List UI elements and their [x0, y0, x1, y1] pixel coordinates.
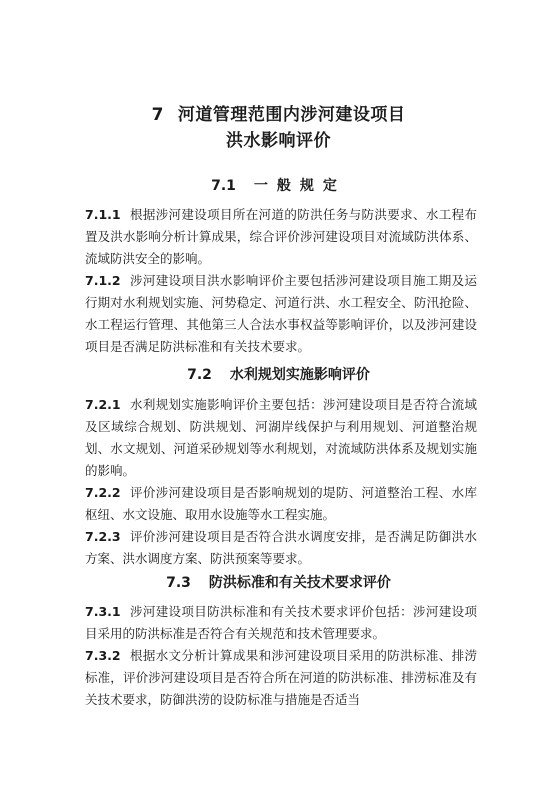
clause-text: 评价涉河建设项目是否符合洪水调度安排，是否满足防御洪水方案、洪水调度方案、防洪预案等要求。 — [85, 529, 477, 566]
section-heading: 水利规划实施影响评价 — [229, 367, 370, 383]
clause-text: 评价涉河建设项目是否影响规划的堤防、河道整治工程、水库枢纽、水文设施、取用水设施等水工程实施。 — [85, 485, 477, 522]
clause-7-2-3 — [85, 526, 477, 570]
chapter-title-line2-row — [0, 129, 557, 153]
section-number: 7.3 — [166, 575, 191, 591]
clause-7-3-1 — [85, 601, 477, 645]
clause-7-2-1 — [85, 394, 477, 482]
section-heading: 一般规定 — [253, 178, 346, 194]
clause-7-1-1 — [85, 204, 477, 270]
clause-7-3-2 — [85, 645, 477, 711]
chapter-title-line2: 洪水影响评价 — [226, 131, 331, 151]
chapter-title-line1: 河道管理范围内涉河建设项目 — [177, 105, 406, 125]
clause-number: 7.3.2 — [85, 648, 121, 663]
section-title-7-3 — [0, 573, 557, 593]
clause-7-1-2 — [85, 270, 477, 358]
clause-7-2-2 — [85, 482, 477, 526]
clause-text: 根据涉河建设项目所在河道的防洪任务与防洪要求、水工程布置及洪水影响分析计算成果，综合评价涉河建设项目对流域防洪体系、流域防洪安全的影响。 — [85, 207, 477, 266]
section-heading: 防洪标准和有关技术要求评价 — [208, 575, 391, 591]
section-title-7-2 — [0, 365, 557, 385]
clause-text: 涉河建设项目洪水影响评价主要包括涉河建设项目施工期及运行期对水利规划实施、河势稳定、河道行洪、水工程安全、防汛抢险、水工程运行管理、其他第三人合法水事权益等影响评价，以及涉河建设项目是否满足防洪标准和有关技术要求。 — [85, 273, 477, 354]
section-number: 7.2 — [187, 367, 212, 383]
chapter-number: 7 — [151, 105, 164, 125]
section-number: 7.1 — [211, 178, 236, 194]
clause-number: 7.1.1 — [85, 207, 121, 222]
clause-number: 7.1.2 — [85, 273, 121, 288]
chapter-title — [0, 103, 557, 127]
clause-text: 水利规划实施影响评价主要包括：涉河建设项目是否符合流域及区域综合规划、防洪规划、河湖岸线保护与利用规划、河道整治规划、水文规划、河道采砂规划等水利规划，对流域防洪体系及规划实施的影响。 — [85, 397, 477, 478]
clause-text: 根据水文分析计算成果和涉河建设项目采用的防洪标准、排涝标准，评价涉河建设项目是否符合所在河道的防洪标准、排涝标准及有关技术要求，防御洪涝的设防标准与措施是否适当 — [85, 648, 477, 707]
clause-number: 7.2.3 — [85, 529, 121, 544]
clause-number: 7.2.2 — [85, 485, 121, 500]
clause-text: 涉河建设项目防洪标准和有关技术要求评价包括：涉河建设项目采用的防洪标准是否符合有关规范和技术管理要求。 — [85, 604, 477, 641]
clause-number: 7.3.1 — [85, 604, 121, 619]
section-title-7-1 — [0, 176, 557, 196]
clause-number: 7.2.1 — [85, 397, 121, 412]
